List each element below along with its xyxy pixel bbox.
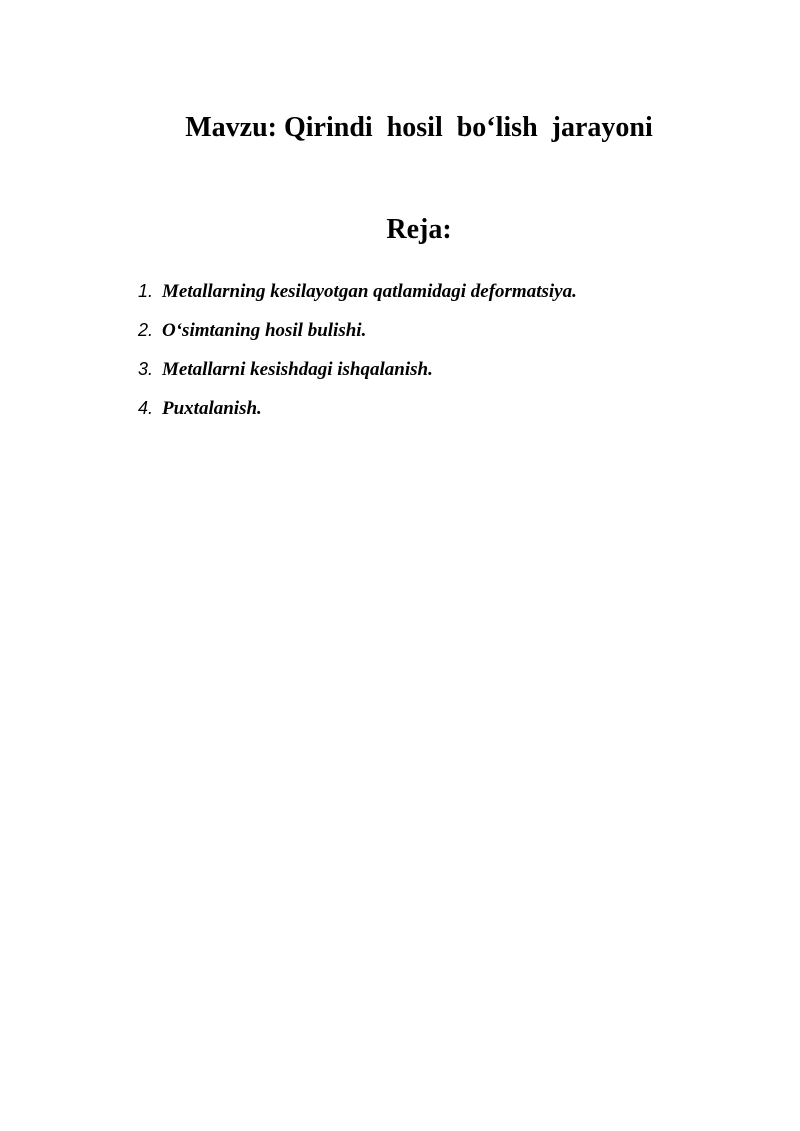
- document-title: Mavzu: Qirindi hosil bo‘lish jarayoni: [185, 112, 653, 143]
- plan-item-number: 4.: [138, 398, 154, 418]
- plan-heading: Reja:: [386, 214, 452, 245]
- plan-item-number: 3.: [138, 359, 154, 379]
- plan-list: [138, 281, 577, 437]
- plan-item: [138, 281, 577, 320]
- plan-item-number: 1.: [138, 281, 154, 301]
- plan-item: [138, 320, 577, 359]
- plan-item-text: Metallarni kesishdagi ishqalanish.: [162, 359, 433, 380]
- plan-item-text: O‘simtaning hosil bulishi.: [162, 320, 367, 341]
- plan-item-text: Puxtalanish.: [162, 398, 262, 419]
- plan-item: [138, 398, 577, 437]
- plan-item-text: Metallarning kesilayotgan qatlamidagi deformatsiya.: [162, 281, 577, 302]
- plan-item-number: 2.: [138, 320, 154, 340]
- plan-item: [138, 359, 577, 398]
